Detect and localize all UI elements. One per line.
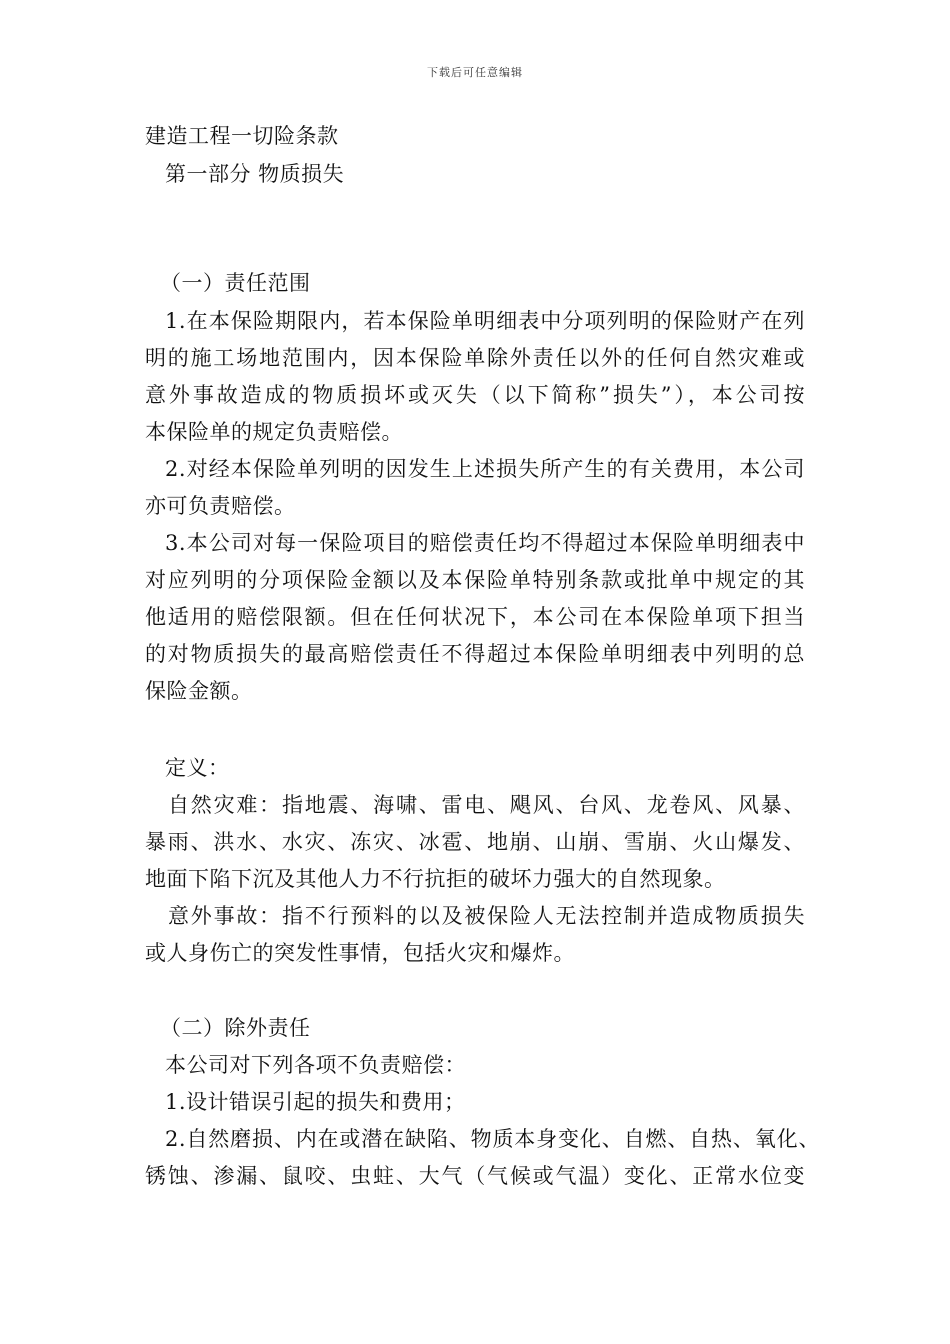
page-header: 下载后可任意编辑 — [427, 66, 523, 79]
paragraph-line: 2.自然磨损、内在或潜在缺陷、物质本身变化、自燃、自热、氧化、 — [165, 1127, 820, 1151]
paragraph-line: 2.对经本保险单列明的因发生上述损失所产生的有关费用，本公司 — [165, 457, 805, 481]
paragraph-line: 对应列明的分项保险金额以及本保险单特别条款或批单中规定的其 — [145, 568, 805, 592]
paragraph-line: 或人身伤亡的突发性事情，包括火灾和爆炸。 — [145, 941, 575, 965]
paragraph-line: 1.设计错误引起的损失和费用； — [165, 1090, 466, 1114]
section-heading-exclusions: （二）除外责任 — [160, 1016, 311, 1040]
paragraph-line: 本保险单的规定负责赔偿。 — [145, 420, 403, 444]
paragraph-line: 保险金额。 — [145, 679, 253, 703]
part-heading: 第一部分 物质损失 — [165, 162, 345, 186]
paragraph-line: 他适用的赔偿限额。但在任何状况下，本公司在本保险单项下担当 — [145, 605, 805, 629]
document-title: 建造工程一切险条款 — [145, 124, 339, 148]
paragraph-line: 锈蚀、渗漏、鼠咬、虫蛀、大气（气候或气温）变化、正常水位变 — [145, 1164, 805, 1188]
paragraph-line: 自然灾难：指地震、海啸、雷电、飓风、台风、龙卷风、风暴、 — [168, 793, 805, 817]
paragraph-line: 亦可负责赔偿。 — [145, 494, 296, 518]
paragraph-line: 地面下陷下沉及其他人力不行抗拒的破坏力强大的自然现象。 — [145, 867, 726, 891]
paragraph-line: 的对物质损失的最高赔偿责任不得超过本保险单明细表中列明的总 — [145, 642, 805, 666]
paragraph-line: 本公司对下列各项不负责赔偿： — [165, 1053, 466, 1077]
paragraph-line: 意外事故：指不行预料的以及被保险人无法控制并造成物质损失 — [168, 904, 805, 928]
paragraph-line: 暴雨、洪水、水灾、冻灾、冰雹、地崩、山崩、雪崩、火山爆发、 — [145, 830, 805, 854]
paragraph-line: 1.在本保险期限内，若本保险单明细表中分项列明的保险财产在列 — [165, 309, 805, 333]
paragraph-line: 意外事故造成的物质损坏或灭失（以下简称”损失”），本公司按 — [145, 383, 805, 407]
definitions-heading: 定义： — [165, 756, 230, 780]
paragraph-line: 明的施工场地范围内，因本保险单除外责任以外的任何自然灾难或 — [145, 346, 805, 370]
section-heading-liability: （一）责任范围 — [160, 271, 311, 295]
paragraph-line: 3.本公司对每一保险项目的赔偿责任均不得超过本保险单明细表中 — [165, 531, 805, 555]
